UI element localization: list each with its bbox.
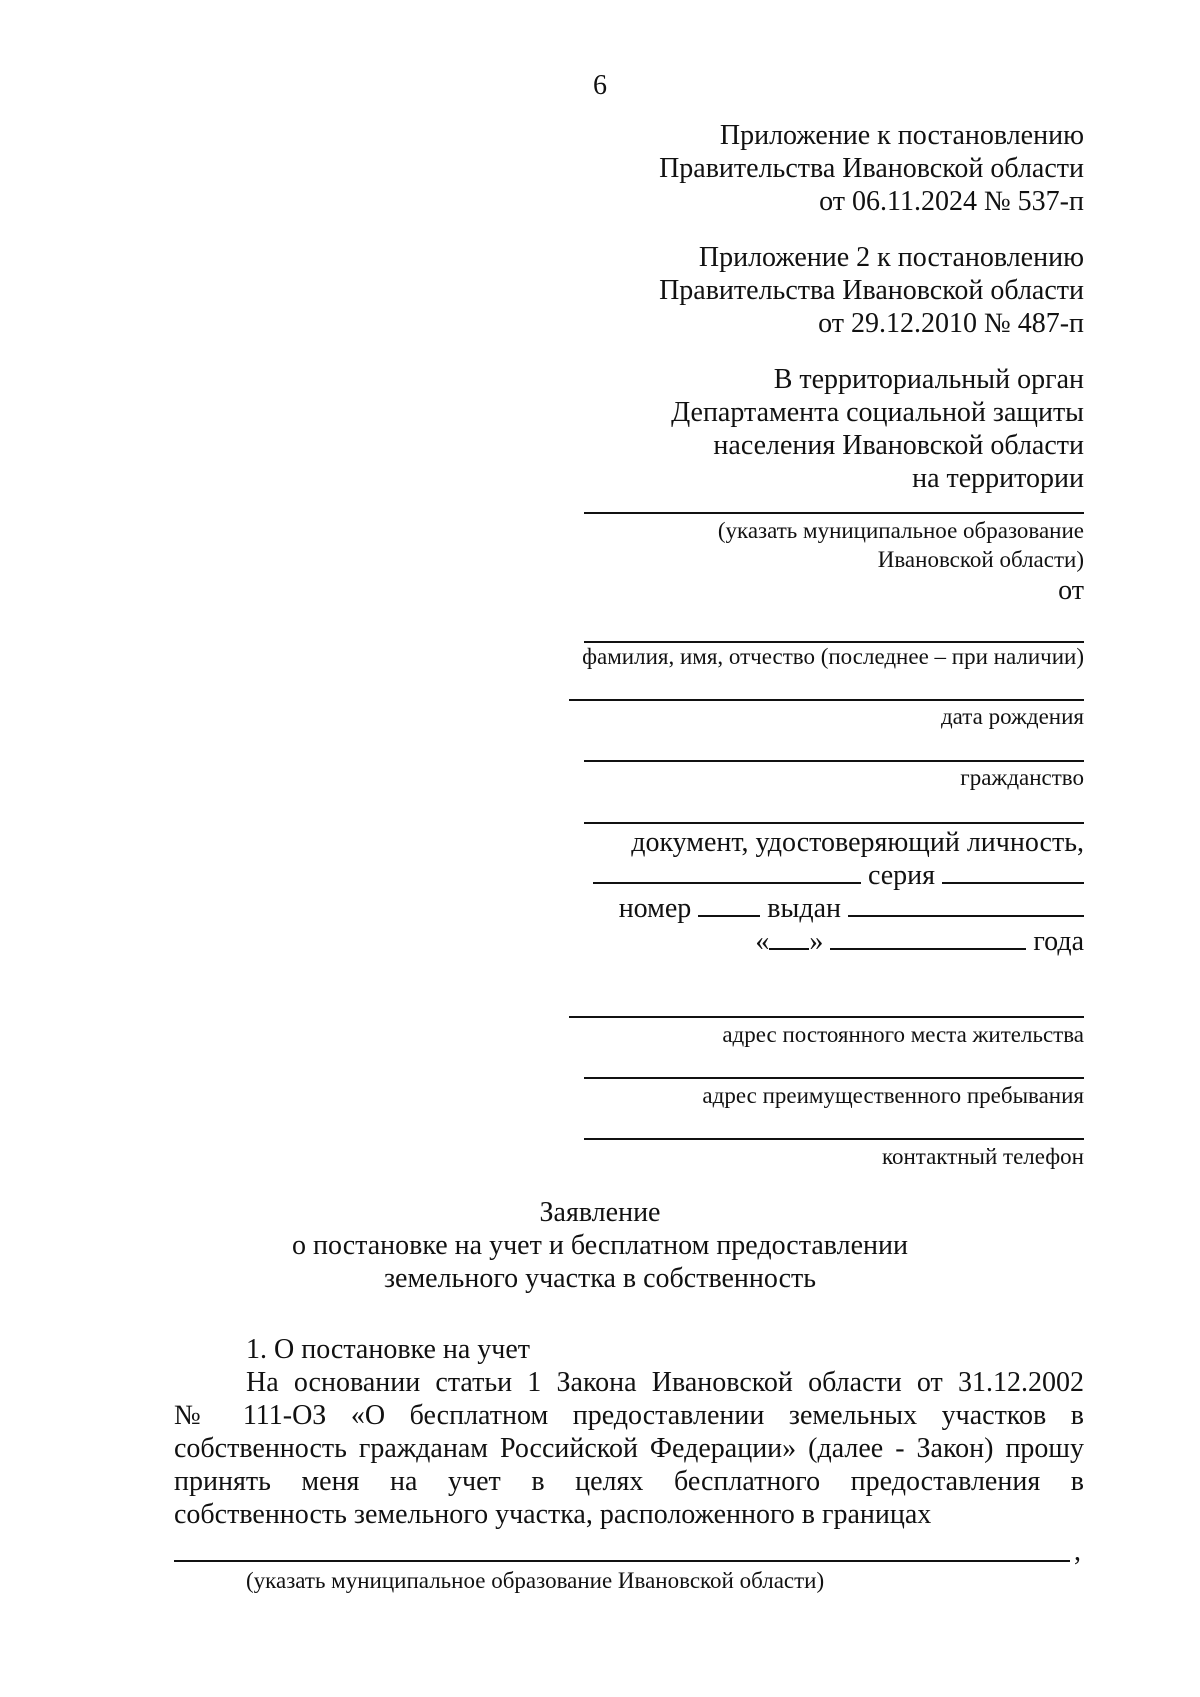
appendix-current-line1: Приложение к постановлению: [719, 120, 1084, 151]
year-label: года: [1033, 926, 1084, 957]
addressee-line3: населения Ивановской области: [713, 430, 1084, 461]
fio-hint: фамилия, имя, отчество (последнее – при наличии): [582, 644, 1084, 669]
issue-day-blank[interactable]: [769, 926, 809, 950]
title-line3: земельного участка в собственность: [383, 1263, 817, 1294]
from-label: от: [1058, 575, 1084, 606]
quote-open: «: [755, 926, 770, 957]
preferred-address-blank-line[interactable]: [584, 1077, 1084, 1079]
series-blank[interactable]: [942, 860, 1084, 884]
preferred-address-hint: адрес преимущественного пребывания: [702, 1083, 1084, 1108]
addressee-line2: Департамента социальной защиты: [671, 397, 1084, 428]
issue-month-blank[interactable]: [830, 926, 1026, 950]
issued-label: выдан: [767, 893, 841, 924]
id-document-label: документ, удостоверяющий личность,: [631, 827, 1084, 858]
addressee-line1: В территориальный орган: [773, 364, 1084, 395]
section1-municipality-blank-line[interactable]: [174, 1560, 1070, 1562]
citizenship-blank-line[interactable]: [584, 760, 1084, 762]
phone-hint: контактный телефон: [881, 1144, 1084, 1169]
section1-heading: 1. О постановке на учет: [246, 1334, 531, 1365]
section1-para-line2: № 111-ОЗ «О бесплатном предоставлении земельных участков в: [174, 1400, 1084, 1431]
issued-by-blank[interactable]: [848, 893, 1084, 917]
birth-date-hint: дата рождения: [940, 704, 1084, 729]
citizenship-hint: гражданство: [960, 765, 1084, 790]
number-blank[interactable]: [698, 893, 760, 917]
id-document-type-blank[interactable]: [593, 860, 861, 884]
title-line2: о постановке на учет и бесплатном предоставлении: [292, 1230, 908, 1261]
number-row: [619, 893, 1084, 925]
trailing-comma: ,: [1074, 1536, 1081, 1567]
series-label: серия: [867, 860, 935, 891]
issue-date-row: [755, 926, 1084, 958]
series-row: [593, 860, 1084, 892]
section1-para-line5: собственность земельного участка, расположенного в границах: [174, 1499, 932, 1530]
permanent-address-blank-line[interactable]: [569, 1016, 1084, 1018]
appendix-current-line2: Правительства Ивановской области: [659, 153, 1084, 184]
phone-blank-line[interactable]: [584, 1138, 1084, 1140]
appendix-original-line3: от 29.12.2010 № 487-п: [818, 308, 1084, 339]
section1-para-line4: принять меня на учет в целях бесплатного предоставления в: [174, 1466, 1084, 1497]
addressee-line4: на территории: [912, 463, 1084, 494]
page-number: 6: [593, 70, 607, 101]
number-label: номер: [618, 893, 692, 924]
appendix-original-line1: Приложение 2 к постановлению: [698, 242, 1084, 273]
municipality-hint-line1: (указать муниципальное образование: [717, 518, 1084, 543]
permanent-address-hint: адрес постоянного места жительства: [722, 1022, 1084, 1047]
section1-para-line1: На основании статьи 1 Закона Ивановской области от 31.12.2002: [246, 1367, 1084, 1398]
id-document-blank-line[interactable]: [584, 822, 1084, 824]
section1-para-line3: собственность гражданам Российской Федерации» (далее - Закон) прошу: [174, 1433, 1084, 1464]
title-line1: Заявление: [539, 1197, 661, 1228]
municipality-blank-line[interactable]: [584, 512, 1084, 514]
appendix-original-line2: Правительства Ивановской области: [659, 275, 1084, 306]
municipality-hint-line2: Ивановской области): [877, 547, 1084, 572]
birth-date-blank-line[interactable]: [569, 699, 1084, 701]
section1-municipality-hint: (указать муниципальное образование Ивановской области): [246, 1568, 825, 1593]
quote-close: »: [809, 926, 824, 957]
appendix-current-line3: от 06.11.2024 № 537-п: [819, 186, 1084, 217]
